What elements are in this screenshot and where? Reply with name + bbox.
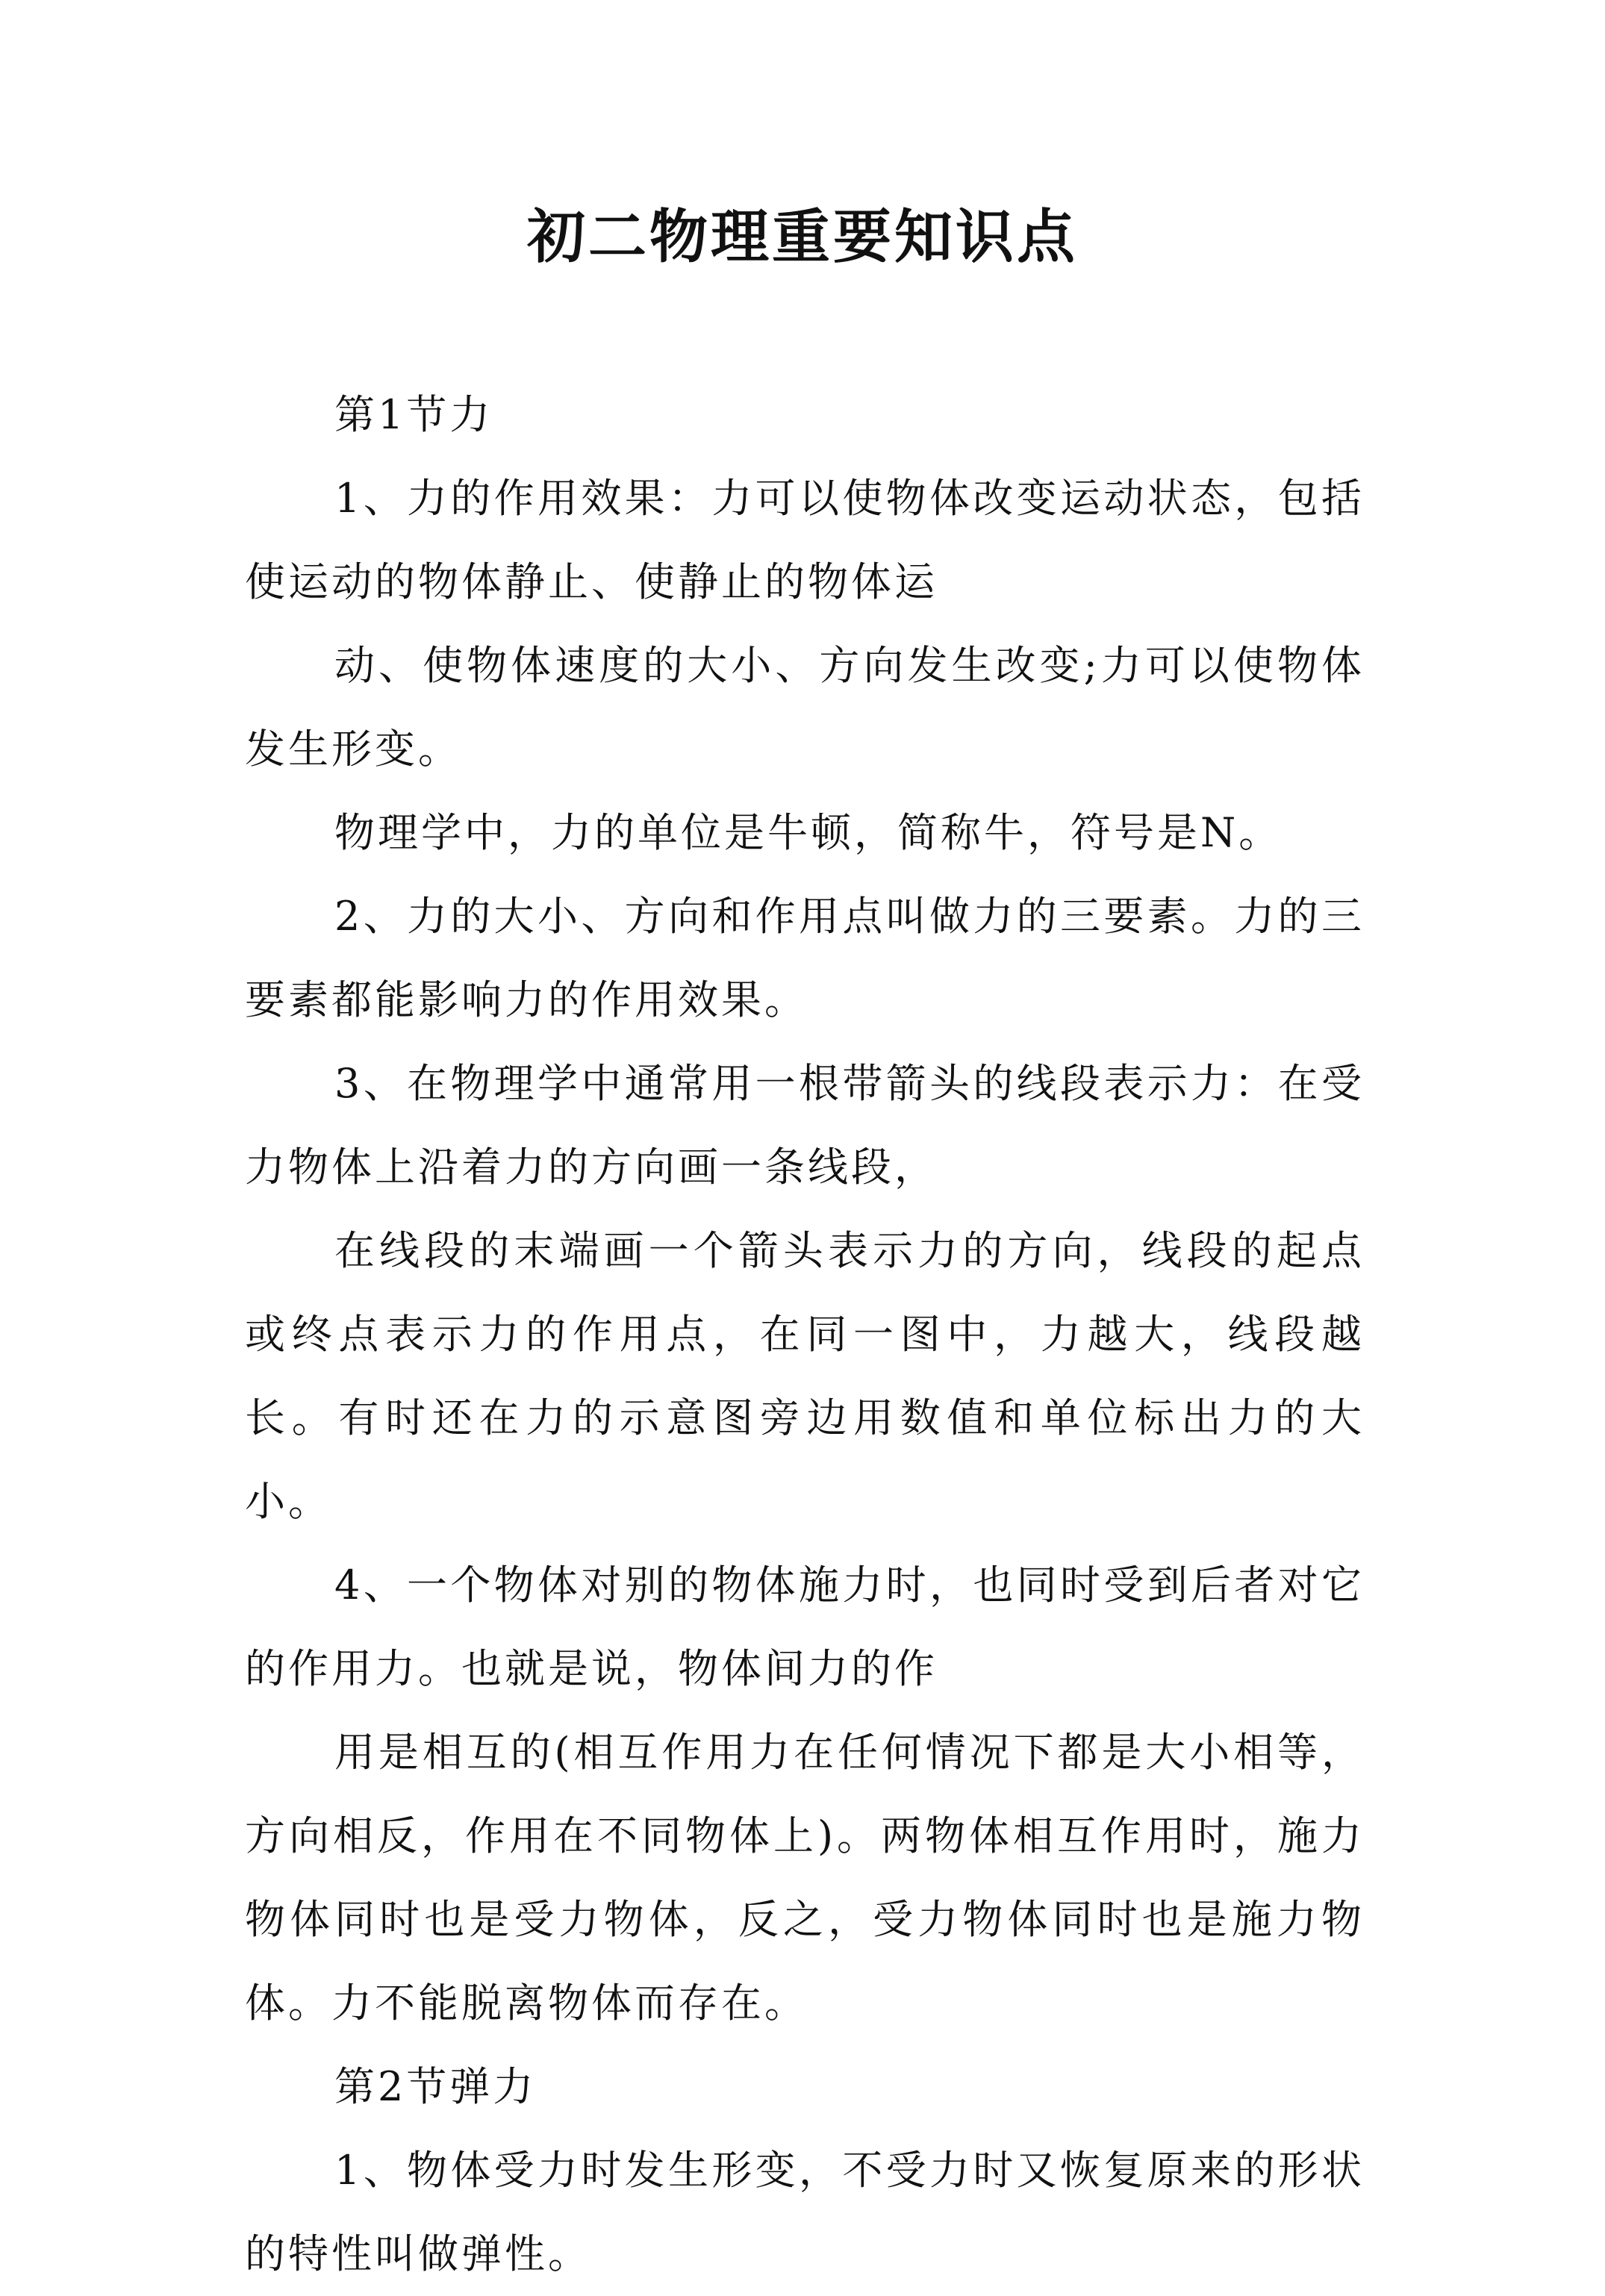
paragraph: 用是相互的(相互作用力在任何情况下都是大小相等，方向相反，作用在不同物体上)。两物体相互作用时，施力物体同时也是受力物体，反之，受力物体同时也是施力物体。力不能脱离物体而存在。 <box>245 1729 1365 2027</box>
paragraph: 3、在物理学中通常用一根带箭头的线段表示力：在受力物体上沿着力的方向画一条线段， <box>245 1060 1365 1191</box>
section-heading: 第1节力 <box>334 391 493 438</box>
paragraph: 2、力的大小、方向和作用点叫做力的三要素。力的三要素都能影响力的作用效果。 <box>245 893 1365 1023</box>
paragraph: 1、力的作用效果：力可以使物体改变运动状态，包括使运动的物体静止、使静止的物体运 <box>245 475 1365 605</box>
paragraph: 动、使物体速度的大小、方向发生改变;力可以使物体发生形变。 <box>245 642 1365 773</box>
paragraph: 4、一个物体对别的物体施力时，也同时受到后者对它的作用力。也就是说，物体间力的作 <box>245 1562 1365 1692</box>
section-heading: 第2节弹力 <box>334 2063 537 2110</box>
document-body <box>245 373 1365 2296</box>
document-title: 初二物理重要知识点 <box>526 203 1078 271</box>
paragraph: 物理学中，力的单位是牛顿，简称牛，符号是N。 <box>334 809 1283 856</box>
paragraph: 1、物体受力时发生形变，不受力时又恢复原来的形状的特性叫做弹性。 <box>245 2147 1365 2277</box>
paragraph: 在线段的末端画一个箭头表示力的方向，线段的起点或终点表示力的作用点，在同一图中，力越大，线段越长。有时还在力的示意图旁边用数值和单位标出力的大小。 <box>245 1227 1365 1525</box>
